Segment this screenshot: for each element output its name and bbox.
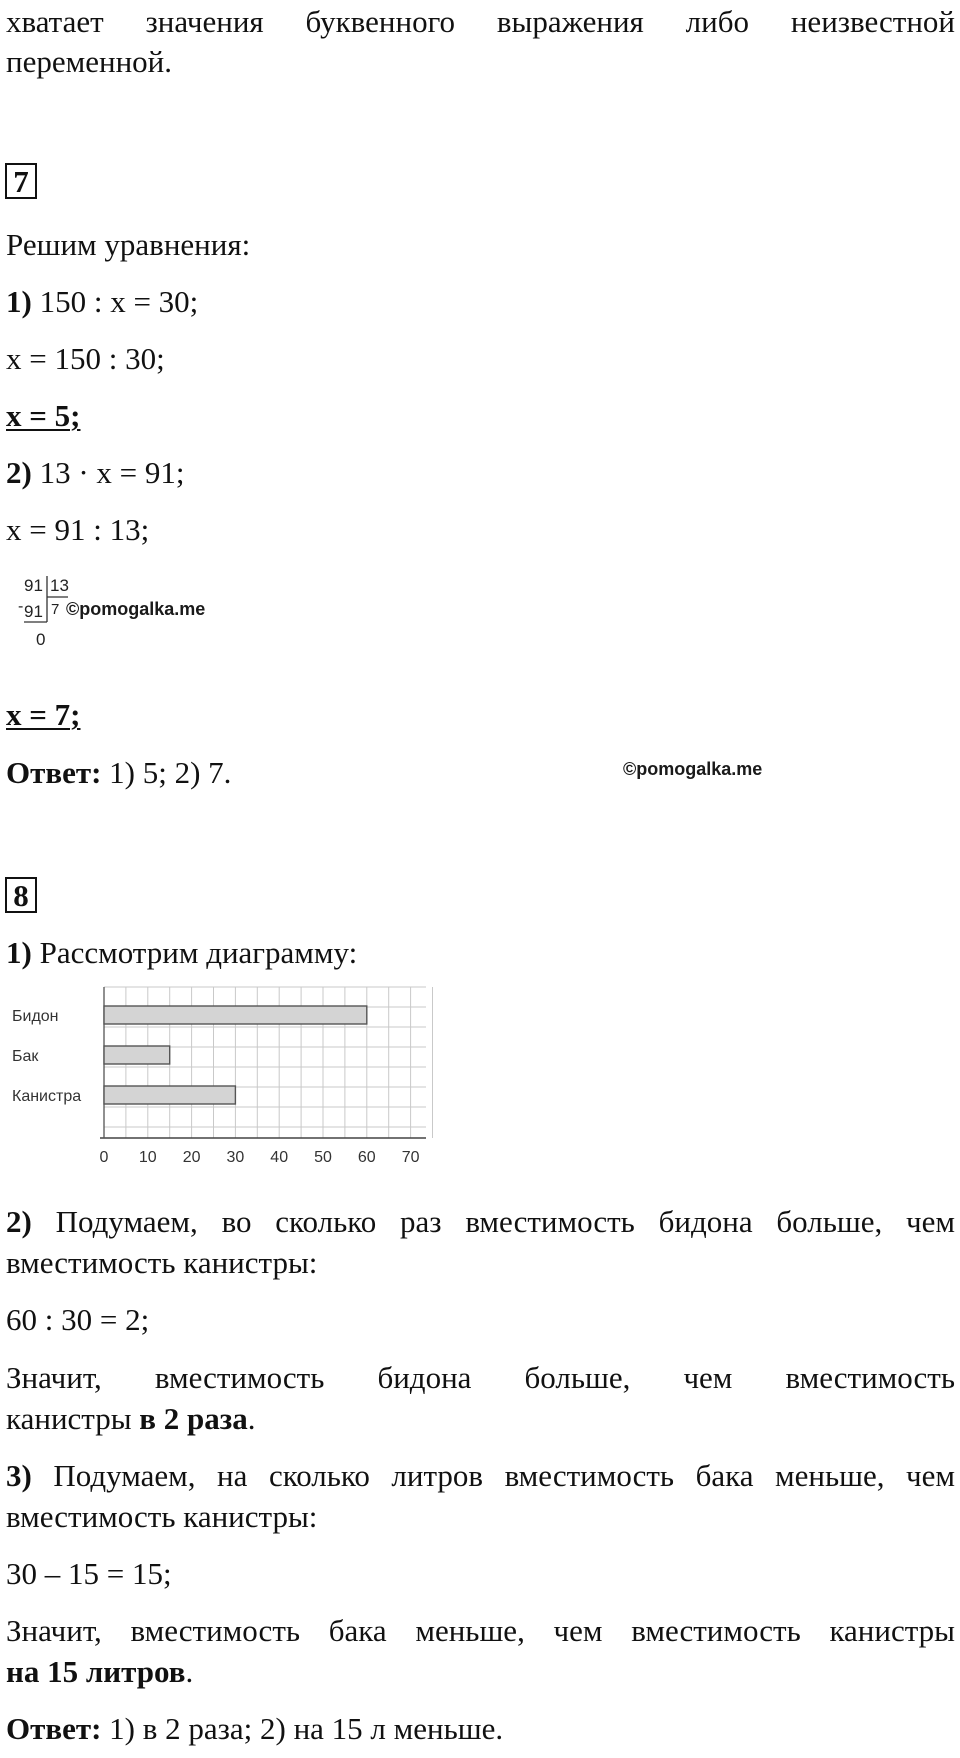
conclusion-1-end: . [247, 1401, 256, 1436]
task-8-calc-1: 60 : 30 = 2; [6, 1302, 150, 1337]
intro-line-1: хватает значения буквенного выражения либо неизвестной [6, 4, 955, 39]
intro-line-2: переменной. [6, 44, 173, 79]
step-2-label: 2) [6, 1204, 32, 1239]
task-8-step-3-line-1 [6, 1458, 955, 1494]
conclusion-1-line-2 [6, 1401, 256, 1437]
x-tick-label: 20 [182, 1149, 201, 1166]
equation-1 [6, 284, 198, 320]
equation-2-result: x = 7; [6, 697, 81, 732]
bar-1 [104, 1006, 367, 1024]
conclusion-2-line-1: Значит, вместимость бака меньше, чем вместимость канистры [6, 1613, 955, 1648]
conclusion-1-bold: в 2 раза [139, 1401, 248, 1436]
equation-1-result: x = 5; [6, 398, 81, 433]
task-7-answer-text: 1) 5; 2) 7. [109, 755, 232, 790]
step-3-text: Подумаем, на сколько литров вместимость бака меньше, чем [53, 1458, 956, 1493]
task-7-answer [6, 755, 231, 791]
bar-chart-svg [6, 985, 486, 1180]
bar-2 [104, 1046, 170, 1064]
category-label: Бак [12, 1048, 39, 1065]
division-subtrahend: 91 [24, 602, 43, 621]
division-remainder: 0 [36, 630, 46, 649]
task-8-step-3-line-2: вместимость канистры: [6, 1499, 318, 1534]
category-label: Канистра [12, 1088, 82, 1105]
conclusion-2-bold: на 15 литров [6, 1654, 186, 1689]
equation-1-text: 150 : x = 30; [39, 284, 199, 319]
capacity-bar-chart [6, 985, 486, 1180]
equation-1-step: x = 150 : 30; [6, 341, 165, 376]
equation-2-step: x = 91 : 13; [6, 512, 150, 547]
x-tick-label: 50 [314, 1149, 332, 1166]
division-minus: - [18, 598, 24, 615]
task-8-step-2-line-1 [6, 1204, 955, 1240]
x-tick-label: 40 [270, 1149, 289, 1166]
task-8-calc-2: 30 – 15 = 15; [6, 1556, 172, 1591]
conclusion-2-end: . [185, 1654, 194, 1689]
task-8-number: 8 [5, 877, 37, 913]
task-7-answer-label: Ответ: [6, 755, 102, 790]
x-tick-label: 30 [226, 1149, 245, 1166]
division-divisor: 13 [50, 576, 69, 595]
task-8-answer-label: Ответ: [6, 1711, 102, 1746]
task-7-intro: Решим уравнения: [6, 227, 251, 262]
conclusion-1-prefix: канистры [6, 1401, 132, 1436]
equation-2 [6, 455, 185, 491]
task-8-answer-text: 1) в 2 раза; 2) на 15 л меньше. [109, 1711, 504, 1746]
x-tick-label: 70 [401, 1149, 420, 1166]
x-tick-label: 10 [138, 1149, 157, 1166]
task-7-number: 7 [5, 163, 37, 199]
task-8-step-1 [6, 935, 357, 971]
x-tick-label: 0 [99, 1149, 109, 1166]
category-label: Бидон [12, 1008, 59, 1025]
task-8-answer [6, 1711, 503, 1747]
conclusion-1-line-1: Значит, вместимость бидона больше, чем вместимость [6, 1360, 955, 1395]
division-quotient: 7 [51, 601, 60, 618]
conclusion-2-line-2 [6, 1654, 193, 1690]
division-dividend: 91 [24, 576, 43, 595]
step-2-text: Подумаем, во сколько раз вместимость бидона больше, чем [55, 1204, 955, 1239]
watermark-inline: ©pomogalka.me [66, 599, 206, 619]
bar-3 [104, 1086, 235, 1104]
step-3-label: 3) [6, 1458, 32, 1493]
watermark-right: ©pomogalka.me [623, 759, 763, 779]
step-1-label: 1) [6, 935, 32, 970]
equation-2-text: 13 · x = 91; [39, 455, 185, 490]
x-tick-label: 60 [357, 1149, 376, 1166]
equation-1-label: 1) [6, 284, 32, 319]
equation-2-label: 2) [6, 455, 32, 490]
task-8-step-2-line-2: вместимость канистры: [6, 1245, 318, 1280]
step-1-text: Рассмотрим диаграмму: [39, 935, 358, 970]
